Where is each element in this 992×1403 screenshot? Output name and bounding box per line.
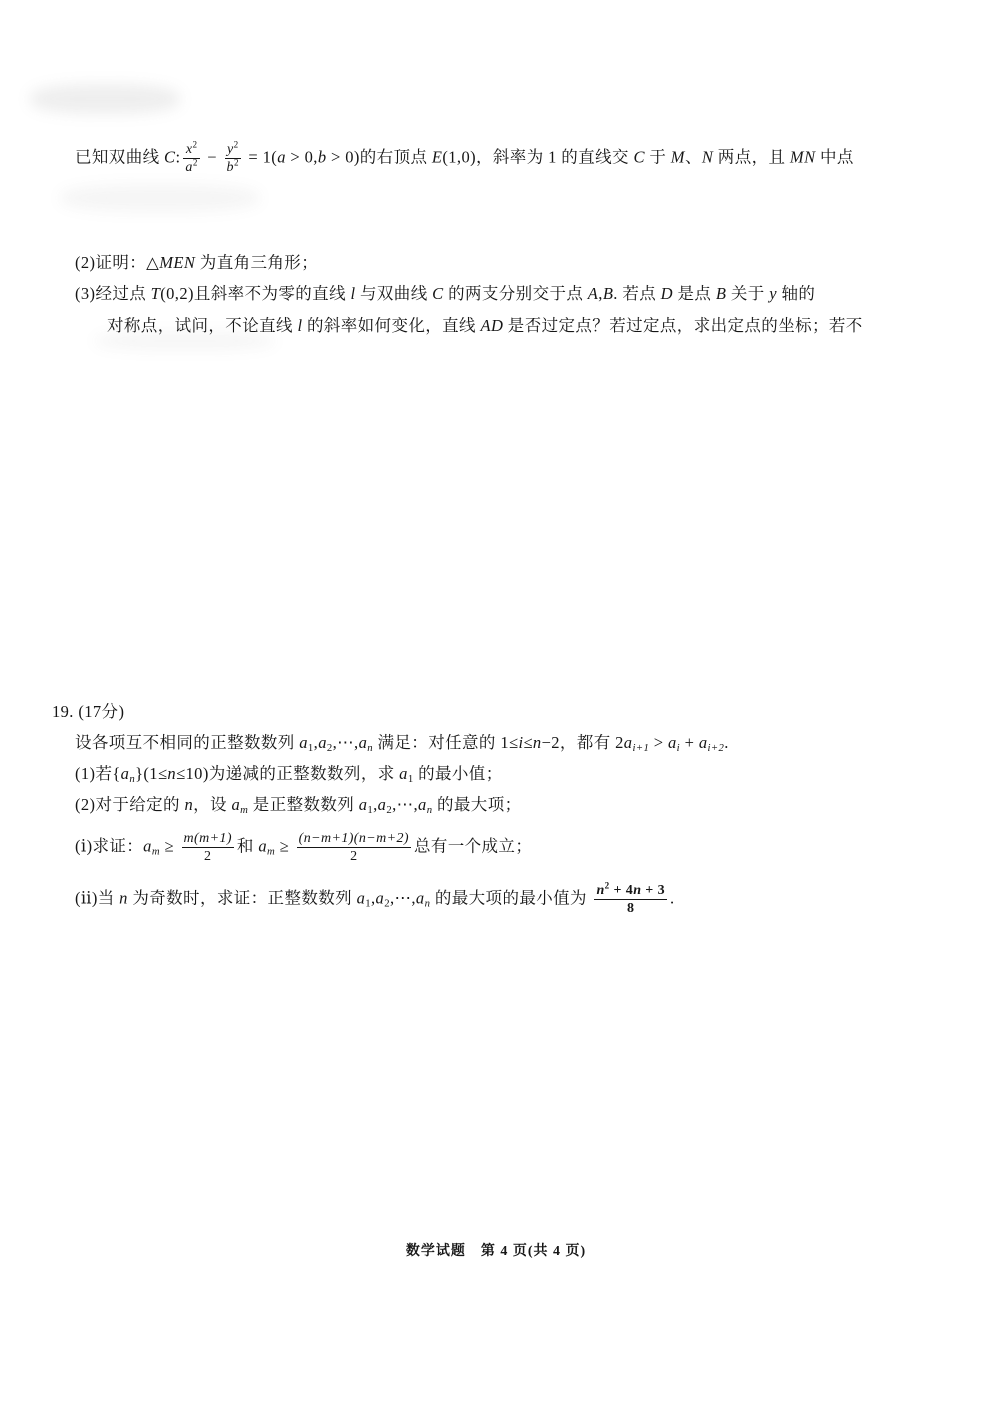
q19-stem-line: [75, 732, 729, 754]
math-var: n: [532, 733, 542, 752]
math-subscript: 1: [307, 742, 314, 755]
text-run: (0,2)且斜率不为零的直线: [160, 284, 351, 303]
text-run: ,: [373, 795, 378, 814]
math-var: n: [167, 764, 177, 783]
text-run: (ⅱ)当: [75, 888, 120, 908]
text-run: 的两支分别交于点: [443, 284, 588, 303]
text-run: >: [649, 733, 668, 752]
math-exponent: 2: [192, 139, 198, 150]
q19-part2-ii-line: [75, 880, 675, 916]
text-run: (1,0)，斜率为 1 的直线交: [442, 147, 634, 167]
text-run: + 3: [641, 883, 665, 898]
math-var: a: [399, 764, 408, 783]
math-var: a: [415, 888, 425, 908]
math-subscript: 1: [365, 897, 371, 910]
math-var: b: [226, 160, 234, 175]
q18-intro-line: [75, 139, 854, 175]
text-run: 轴的: [776, 284, 816, 303]
text-run: ≤: [523, 733, 533, 752]
q19-part2-i-line: [75, 831, 532, 864]
fraction-numerator: [594, 880, 666, 900]
text-run: .: [724, 733, 729, 752]
fraction-numerator: (n−m+1)(n−m+2): [298, 831, 409, 846]
math-var: a: [698, 733, 708, 752]
math-var: a: [258, 836, 267, 856]
math-subscript: m: [151, 845, 160, 858]
math-var: AD: [480, 316, 504, 335]
text-run: 关于: [726, 284, 770, 303]
math-var: a: [418, 795, 427, 814]
math-var: a: [299, 733, 308, 752]
text-run: (2)对于给定的: [75, 795, 185, 814]
math-exponent: 2: [192, 157, 198, 168]
fraction: [182, 831, 234, 864]
math-subscript: 2: [386, 804, 393, 817]
math-var: E: [431, 147, 443, 167]
fraction-numerator: m(m+1): [183, 831, 232, 846]
fraction: [297, 831, 411, 864]
text-run: (2)证明：△: [75, 253, 160, 272]
text-run: .: [669, 888, 675, 908]
text-run: ，设: [193, 795, 232, 814]
fraction-denominator: 8: [627, 901, 635, 916]
scan-smudge: [30, 84, 180, 114]
math-subscript: n: [424, 897, 431, 910]
math-subscript: n: [129, 773, 136, 786]
math-var: a: [143, 836, 152, 856]
fraction-numerator: [225, 139, 241, 159]
math-subscript: n: [367, 742, 373, 755]
math-var: a: [356, 888, 366, 908]
math-var: l: [297, 316, 303, 335]
text-run: . 若点: [613, 284, 661, 303]
text-run: (1)若{: [75, 764, 121, 783]
math-var: n: [119, 888, 128, 908]
q19-header: 19. (17分): [52, 702, 125, 721]
text-run: ≤10)为递减的正整数数列，求: [176, 764, 400, 783]
text-run: 的斜率如何变化，直线: [302, 316, 481, 335]
text-run: −2，都有 2: [541, 733, 624, 752]
math-var: A: [587, 284, 599, 303]
text-run: ,⋯,: [392, 795, 419, 814]
math-var: a: [377, 795, 387, 814]
math-var: a: [358, 795, 368, 814]
math-var: MN: [789, 147, 816, 167]
fraction-denominator: [183, 159, 199, 175]
fraction: [183, 139, 199, 175]
text-run: 为奇数时，求证：正整数数列: [127, 888, 357, 908]
fraction-denominator: 2: [204, 849, 212, 864]
math-var: l: [350, 284, 356, 303]
page-footer: 数学试题 第 4 页(共 4 页): [405, 1244, 587, 1259]
math-var: B: [715, 284, 727, 303]
fraction: [594, 880, 666, 916]
text-run: ≥: [275, 836, 294, 856]
text-run: 、: [684, 147, 702, 167]
math-var: a: [318, 733, 327, 752]
math-var: a: [277, 147, 286, 167]
math-subscript: n: [426, 804, 433, 817]
math-var: N: [701, 147, 714, 167]
math-exponent: 2: [233, 139, 239, 150]
math-subscript: i+1: [632, 742, 650, 755]
math-var: b: [317, 147, 327, 167]
math-subscript: 2: [384, 897, 390, 910]
text-run: 是点: [673, 284, 716, 303]
text-run: 为直角三角形；: [195, 253, 319, 272]
math-var: C: [164, 147, 176, 167]
text-run: }(1≤: [135, 764, 168, 783]
math-var: T: [150, 284, 161, 303]
math-var: M: [670, 147, 685, 167]
math-var: i: [518, 733, 524, 752]
math-var: a: [623, 733, 633, 752]
text-run: = 1(: [243, 147, 278, 167]
q19-part1-line: [75, 763, 503, 785]
text-run: 的最大项；: [432, 795, 522, 814]
text-run: > 0)的右顶点: [326, 147, 432, 167]
math-var: a: [185, 160, 193, 175]
math-subscript: i+2: [707, 742, 725, 755]
text-run: 是正整数数列: [248, 795, 359, 814]
text-run: 与双曲线: [355, 284, 433, 303]
math-var: B: [602, 284, 614, 303]
text-run: +: [680, 733, 699, 752]
math-exponent: 2: [233, 157, 239, 168]
text-run: ,: [598, 284, 603, 303]
math-var: C: [633, 147, 645, 167]
text-run: 和: [236, 836, 259, 856]
text-run: > 0,: [285, 147, 318, 167]
fraction: [225, 139, 241, 175]
text-run: ,⋯,: [332, 733, 359, 752]
math-var: y: [769, 284, 777, 303]
math-exponent: 2: [604, 880, 610, 891]
text-run: 总有一个成立；: [413, 836, 533, 856]
text-run: 的最小值；: [413, 764, 503, 783]
math-var: n: [633, 883, 642, 898]
math-subscript: m: [240, 804, 249, 817]
text-run: (ⅰ)求证：: [75, 836, 144, 856]
q19-part2-line: [75, 794, 522, 816]
fraction-denominator: 2: [350, 849, 358, 864]
math-var: a: [375, 888, 385, 908]
text-run: 设各项互不相同的正整数数列: [75, 733, 300, 752]
math-subscript: m: [267, 845, 276, 858]
math-var: MEN: [159, 253, 196, 272]
math-var: n: [184, 795, 194, 814]
math-var: x: [185, 142, 193, 157]
text-run: 的最大项的最小值为: [430, 888, 592, 908]
text-run: 两点，且: [713, 147, 790, 167]
math-var: D: [660, 284, 673, 303]
q18-part3-line2: [107, 315, 863, 337]
text-run: 已知双曲线: [75, 147, 165, 167]
math-subscript: 1: [407, 773, 414, 786]
math-var: y: [226, 142, 234, 157]
math-var: a: [668, 733, 677, 752]
math-var: a: [120, 764, 130, 783]
text-run: :: [175, 147, 181, 167]
text-run: 是否过定点？若过定点，求出定点的坐标；若不: [503, 316, 863, 335]
q18-part2-line: [75, 252, 318, 274]
math-var: n: [596, 883, 605, 898]
math-var: a: [358, 733, 368, 752]
math-subscript: 2: [326, 742, 333, 755]
math-var: C: [432, 284, 444, 303]
text-run: ,: [313, 733, 319, 752]
text-run: 中点: [815, 147, 854, 167]
math-subscript: 1: [367, 804, 374, 817]
text-run: 满足：对任意的 1≤: [372, 733, 519, 752]
math-var: a: [231, 795, 241, 814]
text-run: ≥: [159, 836, 179, 856]
scan-smudge: [60, 184, 260, 212]
text-run: (3)经过点: [75, 284, 151, 303]
text-run: ,: [371, 888, 376, 908]
text-run: + 4: [609, 883, 634, 898]
text-run: 对称点，试问，不论直线: [107, 316, 298, 335]
q18-part3-line1: [75, 283, 815, 305]
text-run: ,⋯,: [389, 888, 416, 908]
text-run: −: [202, 147, 222, 167]
text-run: 于: [644, 147, 671, 167]
fraction-denominator: [225, 159, 241, 175]
fraction-numerator: [183, 139, 199, 159]
math-subscript: i: [676, 742, 681, 755]
